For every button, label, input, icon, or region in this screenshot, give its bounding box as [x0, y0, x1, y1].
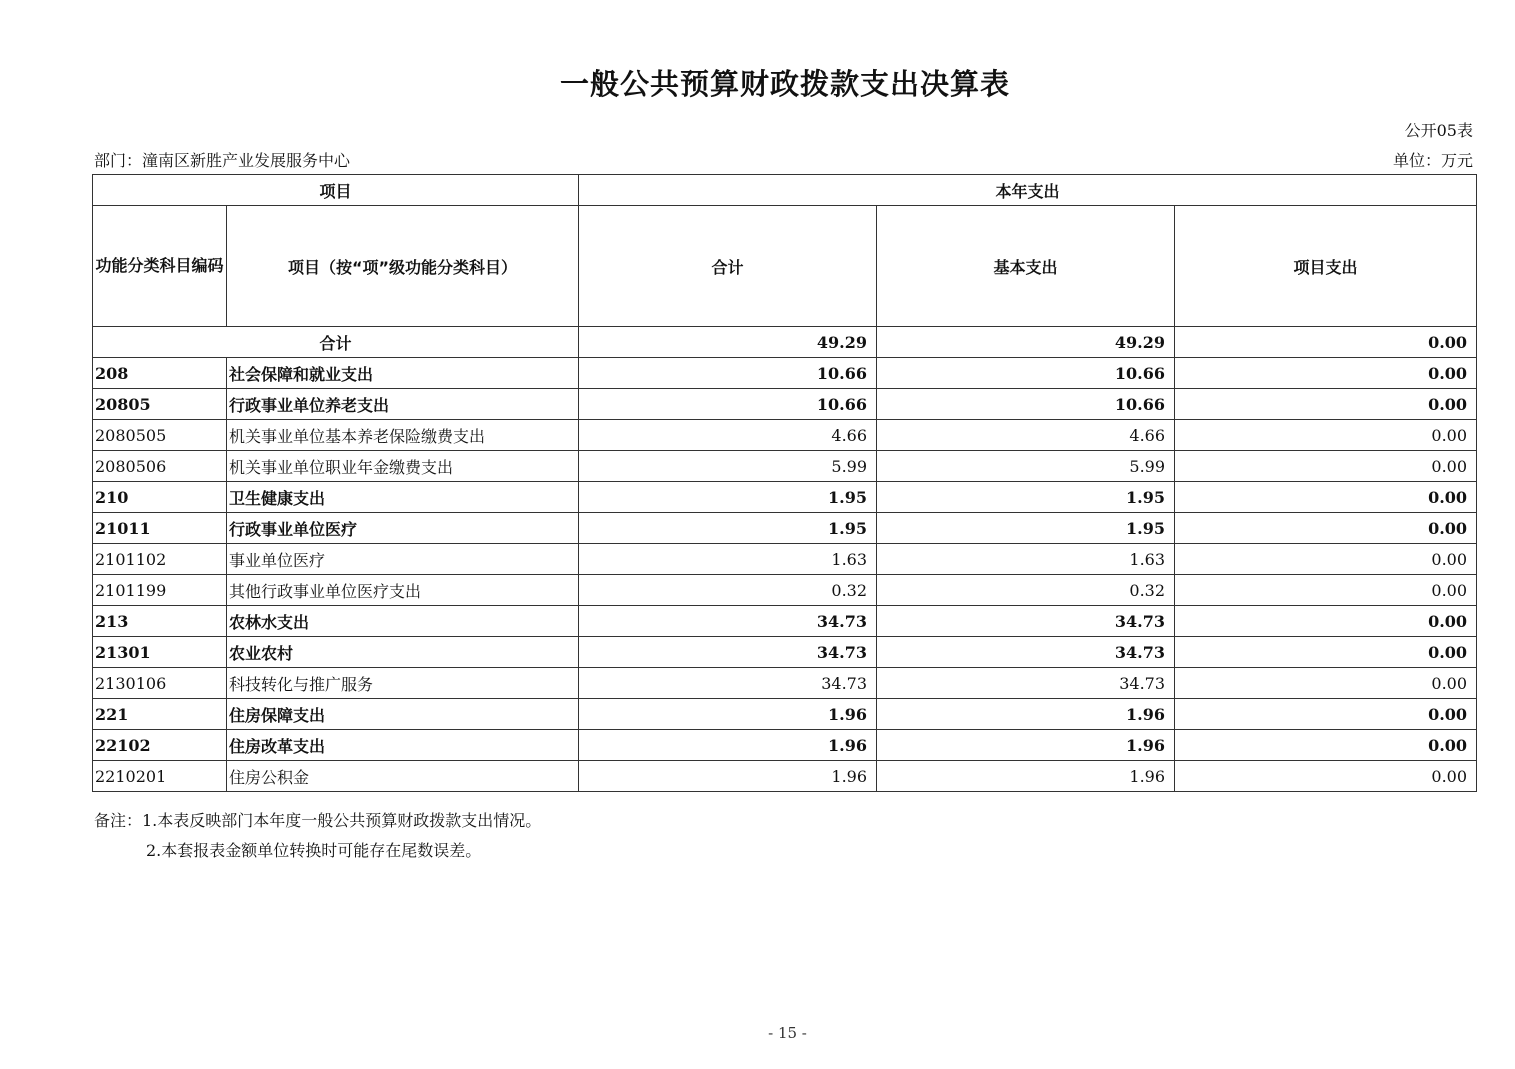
table-row [93, 730, 1477, 761]
row-total: 34.73 [579, 606, 877, 637]
total-row [93, 327, 1477, 358]
row-basic: 1.96 [877, 730, 1175, 761]
department-label: 部门：潼南区新胜产业发展服务中心 [94, 151, 351, 170]
total-basic: 49.29 [877, 327, 1175, 358]
header-this-year: 本年支出 [579, 175, 1477, 206]
unit-label: 单位：万元 [1392, 151, 1473, 170]
row-total: 5.99 [579, 451, 877, 482]
row-code: 2210201 [93, 761, 227, 792]
page-number: - 15 - [768, 1024, 807, 1042]
row-total: 1.96 [579, 699, 877, 730]
row-total: 1.95 [579, 513, 877, 544]
row-name: 社会保障和就业支出 [227, 358, 579, 389]
row-basic: 34.73 [877, 668, 1175, 699]
row-code: 20805 [93, 389, 227, 420]
row-code: 2080506 [93, 451, 227, 482]
row-name: 农林水支出 [227, 606, 579, 637]
row-project: 0.00 [1175, 420, 1477, 451]
header-project-by-item: 项目（按“项”级功能分类科目） [227, 206, 579, 327]
row-project: 0.00 [1175, 482, 1477, 513]
page-title: 一般公共预算财政拨款支出决算表 [559, 67, 1010, 101]
row-total: 10.66 [579, 358, 877, 389]
row-project: 0.00 [1175, 761, 1477, 792]
row-code: 208 [93, 358, 227, 389]
row-total: 1.96 [579, 761, 877, 792]
row-name: 行政事业单位医疗 [227, 513, 579, 544]
row-code: 2130106 [93, 668, 227, 699]
row-project: 0.00 [1175, 358, 1477, 389]
row-project: 0.00 [1175, 668, 1477, 699]
row-name: 农业农村 [227, 637, 579, 668]
expenditure-table [92, 174, 1477, 792]
row-name: 行政事业单位养老支出 [227, 389, 579, 420]
row-total: 34.73 [579, 637, 877, 668]
row-code: 2101102 [93, 544, 227, 575]
row-basic: 5.99 [877, 451, 1175, 482]
row-name: 其他行政事业单位医疗支出 [227, 575, 579, 606]
row-total: 1.95 [579, 482, 877, 513]
header-basic: 基本支出 [877, 206, 1175, 327]
table-row [93, 544, 1477, 575]
table-row [93, 451, 1477, 482]
row-code: 221 [93, 699, 227, 730]
row-total: 10.66 [579, 389, 877, 420]
header-total: 合计 [579, 206, 877, 327]
row-name: 科技转化与推广服务 [227, 668, 579, 699]
table-row [93, 761, 1477, 792]
row-total: 1.96 [579, 730, 877, 761]
row-basic: 1.95 [877, 482, 1175, 513]
row-code: 2101199 [93, 575, 227, 606]
table-row [93, 482, 1477, 513]
total-amount: 49.29 [579, 327, 877, 358]
table-row [93, 420, 1477, 451]
row-code: 2080505 [93, 420, 227, 451]
row-name: 住房公积金 [227, 761, 579, 792]
row-project: 0.00 [1175, 637, 1477, 668]
table-row [93, 513, 1477, 544]
row-name: 事业单位医疗 [227, 544, 579, 575]
row-name: 卫生健康支出 [227, 482, 579, 513]
row-name: 机关事业单位基本养老保险缴费支出 [227, 420, 579, 451]
table-row [93, 389, 1477, 420]
row-basic: 10.66 [877, 358, 1175, 389]
table-row [93, 606, 1477, 637]
table-row [93, 575, 1477, 606]
row-project: 0.00 [1175, 699, 1477, 730]
row-code: 210 [93, 482, 227, 513]
row-total: 4.66 [579, 420, 877, 451]
row-project: 0.00 [1175, 606, 1477, 637]
header-project-expense: 项目支出 [1175, 206, 1477, 327]
table-row [93, 668, 1477, 699]
note-line-2: 2.本套报表金额单位转换时可能存在尾数误差。 [146, 841, 482, 860]
header-row-1 [93, 175, 1477, 206]
row-total: 1.63 [579, 544, 877, 575]
row-project: 0.00 [1175, 730, 1477, 761]
row-basic: 10.66 [877, 389, 1175, 420]
row-project: 0.00 [1175, 451, 1477, 482]
row-code: 21011 [93, 513, 227, 544]
row-code: 22102 [93, 730, 227, 761]
row-basic: 1.95 [877, 513, 1175, 544]
row-project: 0.00 [1175, 389, 1477, 420]
row-name: 住房改革支出 [227, 730, 579, 761]
row-name: 机关事业单位职业年金缴费支出 [227, 451, 579, 482]
note-line-1: 备注：1.本表反映部门本年度一般公共预算财政拨款支出情况。 [94, 811, 542, 830]
row-basic: 34.73 [877, 637, 1175, 668]
table-row [93, 637, 1477, 668]
row-basic: 1.63 [877, 544, 1175, 575]
row-code: 21301 [93, 637, 227, 668]
header-row-2 [93, 206, 1477, 327]
table-row [93, 358, 1477, 389]
row-basic: 4.66 [877, 420, 1175, 451]
header-project: 项目 [93, 175, 579, 206]
table-row [93, 699, 1477, 730]
row-basic: 1.96 [877, 699, 1175, 730]
row-basic: 34.73 [877, 606, 1175, 637]
total-label: 合计 [93, 327, 579, 358]
header-code: 功能分类科目编码 [93, 206, 227, 327]
row-basic: 0.32 [877, 575, 1175, 606]
row-total: 34.73 [579, 668, 877, 699]
row-total: 0.32 [579, 575, 877, 606]
form-number: 公开05表 [1404, 121, 1473, 140]
row-code: 213 [93, 606, 227, 637]
row-project: 0.00 [1175, 513, 1477, 544]
row-project: 0.00 [1175, 544, 1477, 575]
row-basic: 1.96 [877, 761, 1175, 792]
total-project: 0.00 [1175, 327, 1477, 358]
row-name: 住房保障支出 [227, 699, 579, 730]
row-project: 0.00 [1175, 575, 1477, 606]
notes [94, 806, 541, 866]
